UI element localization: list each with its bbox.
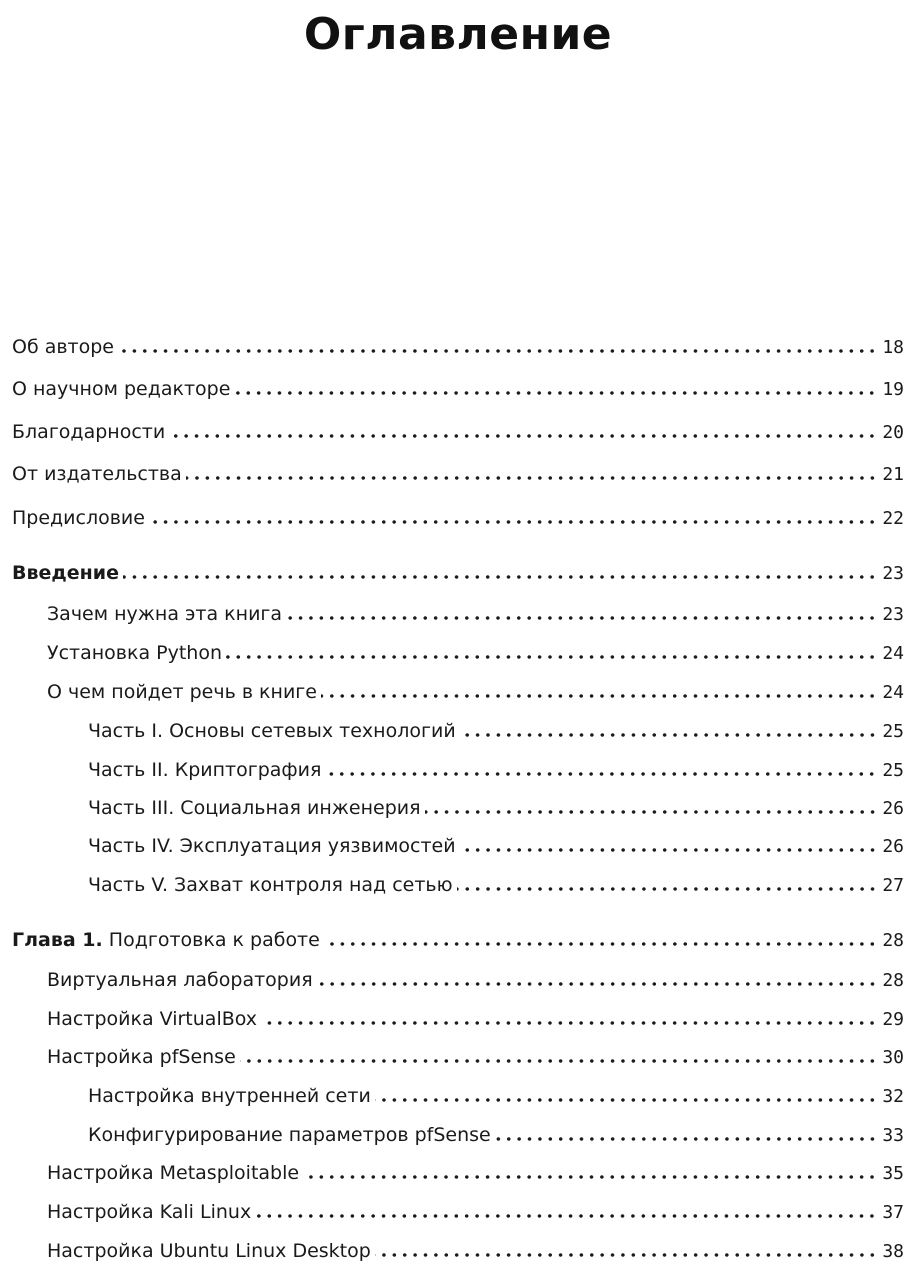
toc-page-number: 29 <box>882 1009 904 1030</box>
toc-entry-text: Часть I. Основы сетевых технологий <box>88 720 456 742</box>
toc-entry-chapter-1[interactable] <box>12 926 904 954</box>
toc-entry-book-overview[interactable] <box>47 678 904 706</box>
toc-page-number: 30 <box>882 1047 904 1068</box>
toc-entry-text: Конфигурирование параметров pfSense <box>88 1124 491 1146</box>
toc-leader-dots <box>234 391 877 395</box>
toc-entry-text: Часть V. Захват контроля над сетью <box>88 874 453 896</box>
toc-entry-text: Зачем нужна эта книга <box>47 603 283 625</box>
toc-page-number: 24 <box>882 643 904 664</box>
toc-entry-part-4[interactable] <box>88 832 904 860</box>
toc-entry-pfsense-config[interactable] <box>88 1121 904 1149</box>
toc-leader-dots <box>255 1214 877 1218</box>
toc-entry-text: Настройка Kali Linux <box>47 1201 252 1223</box>
toc-leader-dots <box>375 1098 878 1102</box>
toc-entry-part-5[interactable] <box>88 871 904 899</box>
toc-entry-text: Часть III. Социальная инженерия <box>88 797 421 819</box>
toc-entry-about-author[interactable] <box>12 333 904 361</box>
toc-page-number: 24 <box>882 682 904 703</box>
toc-page-number: 18 <box>882 337 904 358</box>
toc-leader-dots <box>226 655 877 659</box>
toc-leader-dots <box>375 1253 878 1257</box>
toc-leader-dots <box>149 520 877 524</box>
toc-entry-from-publisher[interactable] <box>12 460 904 488</box>
toc-chapter-title: Подготовка к работе <box>108 929 320 951</box>
toc-leader-dots <box>123 575 877 579</box>
toc-entry-kali-setup[interactable] <box>47 1198 904 1226</box>
page-title: Оглавление <box>303 9 613 60</box>
toc-leader-dots <box>425 810 878 814</box>
toc-chapter-prefix: Глава 1. <box>12 929 103 951</box>
toc-entry-why-this-book[interactable] <box>47 600 904 628</box>
toc-leader-dots <box>460 733 878 737</box>
toc-entry-part-3[interactable] <box>88 794 904 822</box>
toc-leader-dots <box>261 1021 877 1025</box>
toc-leader-dots <box>495 1137 878 1141</box>
toc-entry-text: Часть IV. Эксплуатация уязвимостей <box>88 835 456 857</box>
toc-entry-text <box>12 926 324 954</box>
toc-entry-part-1[interactable] <box>88 717 904 745</box>
toc-entry-text: Об авторе <box>12 336 114 358</box>
toc-page-number: 32 <box>882 1086 904 1107</box>
toc-entry-introduction[interactable] <box>12 559 904 587</box>
toc-entry-text: Настройка Metasploitable <box>47 1162 300 1184</box>
toc-entry-internal-network[interactable] <box>88 1082 904 1110</box>
toc-entry-virtualbox-setup[interactable] <box>47 1005 904 1033</box>
toc-page-number: 37 <box>882 1202 904 1223</box>
toc-entry-part-2[interactable] <box>88 756 904 784</box>
toc-leader-dots <box>118 349 877 353</box>
toc-leader-dots <box>303 1175 877 1179</box>
toc-leader-dots <box>321 694 877 698</box>
toc-leader-dots <box>324 942 877 946</box>
toc-entry-virtual-lab[interactable] <box>47 966 904 994</box>
toc-leader-dots <box>286 616 877 620</box>
toc-leader-dots <box>325 772 877 776</box>
toc-page-number: 28 <box>882 930 904 951</box>
toc-page-number: 26 <box>882 836 904 857</box>
toc-entry-preface[interactable] <box>12 504 904 532</box>
toc-leader-dots <box>169 434 877 438</box>
toc-page-number: 35 <box>882 1163 904 1184</box>
toc-entry-text: От издательства <box>12 463 182 485</box>
toc-leader-dots <box>186 476 878 480</box>
toc-entry-scientific-editor[interactable] <box>12 375 904 403</box>
toc-entry-text: Благодарности <box>12 421 166 443</box>
toc-entry-text: Настройка pfSense <box>47 1046 236 1068</box>
toc-entry-ubuntu-setup[interactable] <box>47 1237 904 1265</box>
toc-page-number: 20 <box>882 422 904 443</box>
toc-page-number: 22 <box>882 508 904 529</box>
toc-entry-text: О научном редакторе <box>12 378 231 400</box>
toc-page-number: 38 <box>882 1241 904 1262</box>
toc-entry-text: Настройка Ubuntu Linux Desktop <box>47 1240 371 1262</box>
toc-page-number: 21 <box>882 464 904 485</box>
toc-entry-text: Виртуальная лаборатория <box>47 969 313 991</box>
toc-entry-installing-python[interactable] <box>47 639 904 667</box>
toc-entry-text: Часть II. Криптография <box>88 759 322 781</box>
toc-entry-pfsense-setup[interactable] <box>47 1043 904 1071</box>
toc-page-number: 25 <box>882 721 904 742</box>
toc-entry-text: Введение <box>12 562 119 584</box>
toc-page-number: 19 <box>882 379 904 400</box>
toc-entry-metasploitable-setup[interactable] <box>47 1159 904 1187</box>
toc-page-number: 23 <box>882 604 904 625</box>
toc-entry-text: Предисловие <box>12 507 145 529</box>
toc-leader-dots <box>317 982 878 986</box>
toc-page-number: 33 <box>882 1125 904 1146</box>
toc-leader-dots <box>457 887 878 891</box>
toc-leader-dots <box>240 1059 878 1063</box>
toc-entry-text: Настройка VirtualBox <box>47 1008 258 1030</box>
toc-page-number: 23 <box>882 563 904 584</box>
toc-entry-text: Установка Python <box>47 642 222 664</box>
toc-leader-dots <box>460 848 878 852</box>
toc-page-number: 27 <box>882 875 904 896</box>
toc-entry-acknowledgements[interactable] <box>12 418 904 446</box>
toc-page-number: 28 <box>882 970 904 991</box>
toc-page-number: 26 <box>882 798 904 819</box>
toc-entry-text: Настройка внутренней сети <box>88 1085 371 1107</box>
toc-page-number: 25 <box>882 760 904 781</box>
toc-entry-text: О чем пойдет речь в книге <box>47 681 317 703</box>
